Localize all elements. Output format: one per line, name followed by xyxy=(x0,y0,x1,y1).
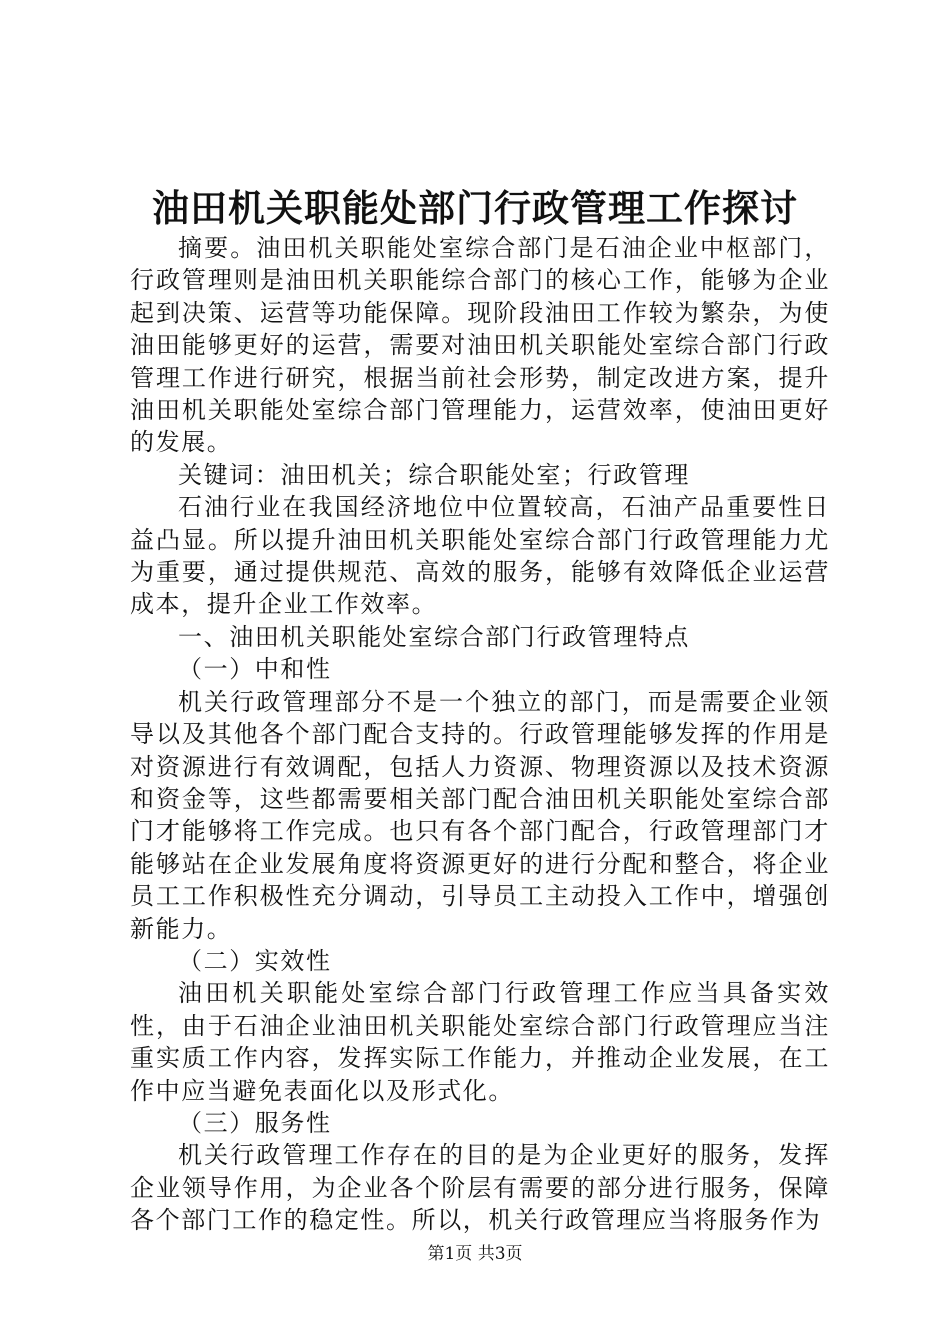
body-paragraph: 油田机关职能处室综合部门行政管理工作应当具备实效性，由于石油企业油田机关职能处室综合部门行政管理应当注重实质工作内容，发挥实际工作能力，并推动企业发展，在工作中应当避免表面化以及形式化。 xyxy=(130,979,830,1105)
subsection-heading: （一）中和性 xyxy=(178,655,332,684)
document-title: 油田机关职能处部门行政管理工作探讨 xyxy=(152,186,798,230)
document-body xyxy=(130,232,830,1237)
subsection-heading: （三）服务性 xyxy=(178,1108,332,1137)
keywords-paragraph: 关键词：油田机关；综合职能处室；行政管理 xyxy=(178,460,690,489)
subsection-heading: （二）实效性 xyxy=(178,946,332,975)
section-heading: 一、油田机关职能处室综合部门行政管理特点 xyxy=(178,622,690,651)
body-paragraph: 机关行政管理部分不是一个独立的部门，而是需要企业领导以及其他各个部门配合支持的。行政管理能够发挥的作用是对资源进行有效调配，包括人力资源、物理资源以及技术资源和资金等，这些都需要相关部门配合油田机关职能处室综合部门才能够将工作完成。也只有各个部门配合，行政管理部门才能够站在企业发展角度将资源更好的进行分配和整合，将企业员工工作积极性充分调动，引导员工主动投入工作中，增强创新能力。 xyxy=(130,687,830,943)
abstract-paragraph: 摘要。油田机关职能处室综合部门是石油企业中枢部门，行政管理则是油田机关职能综合部门的核心工作，能够为企业起到决策、运营等功能保障。现阶段油田工作较为繁杂，为使油田能够更好的运营，需要对油田机关职能处室综合部门行政管理工作进行研究，根据当前社会形势，制定改进方案，提升油田机关职能处室综合部门管理能力，运营效率，使油田更好的发展。 xyxy=(130,234,830,457)
page-number-footer: 第1页 共3页 xyxy=(427,1244,523,1264)
body-paragraph: 机关行政管理工作存在的目的是为企业更好的服务，发挥企业领导作用，为企业各个阶层有需要的部分进行服务，保障各个部门工作的稳定性。所以，机关行政管理应当将服务作为 xyxy=(130,1141,830,1235)
intro-paragraph: 石油行业在我国经济地位中位置较高，石油产品重要性日益凸显。所以提升油田机关职能处室综合部门行政管理能力尤为重要，通过提供规范、高效的服务，能够有效降低企业运营成本，提升企业工作效率。 xyxy=(130,493,830,619)
